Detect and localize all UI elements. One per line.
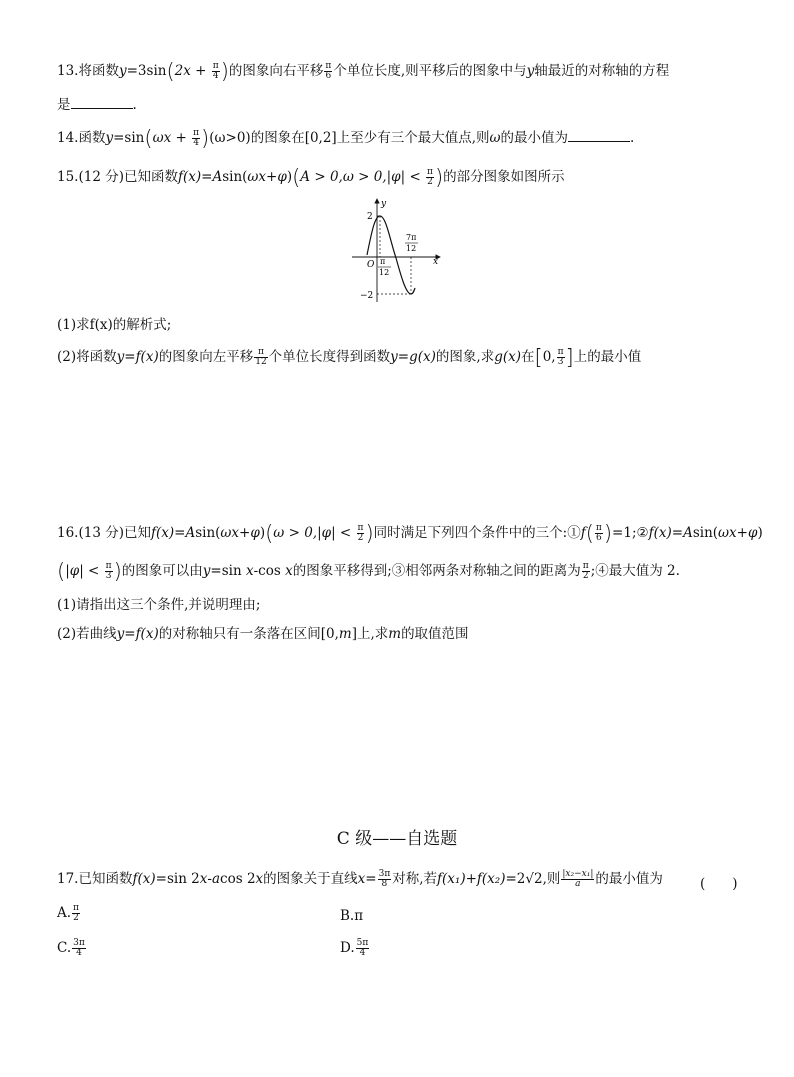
q13-text: 13.将函数 [57,63,119,79]
right-paren: ) [434,165,444,190]
frac-num: π [193,128,200,138]
q16-var: x [245,563,254,579]
q15-interval: 0, [542,349,556,365]
q16-var: m [338,626,352,642]
q14-text: 14.函数 [57,130,106,146]
q16-text: sin( [692,525,719,541]
q13-text: 的图象向右平移 [228,63,324,79]
q16-var: A [683,525,693,541]
frac-num: π [254,348,267,358]
q16-sub1-text: (1)请指出这三个条件,并说明理由; [57,597,261,613]
q17-var: x [255,871,264,887]
fraction-3pi-4 [72,939,86,958]
left-paren: ( [57,559,66,584]
frac-den: 4 [76,948,82,958]
choice-b[interactable] [340,908,363,924]
q15-line [57,165,565,190]
q14-expr: ωx + [152,130,192,146]
choice-label: D. [340,940,355,956]
frac-num: π [557,347,564,357]
q15-var: g(x) [494,349,521,365]
q13-text: 是 [57,97,71,113]
frac-den: 2 [357,533,364,543]
q16-text: 的取值范围 [401,626,469,642]
frac-num: 5π [356,938,369,948]
frac-den: 6 [596,533,602,543]
fraction-pi-3 [105,562,113,581]
q15-var: y=g(x) [390,349,436,365]
q17-var: x [357,871,366,887]
q16-text: ]上,求 [351,626,389,642]
q14-text: (ω>0)的图象在[0,2]上至少有三个最大值点,则 [209,130,490,146]
q15-var: A [212,169,223,185]
fraction-pi-2 [72,904,80,923]
q15-text: (2)将函数 [57,349,117,365]
frac-den: 6 [325,71,332,81]
frac-num: π [582,561,589,571]
right-paren: ) [113,559,122,584]
frac-den: 4 [359,948,366,958]
q14-text: 的最小值为 [500,130,569,146]
q15-sub1-text: (1)求f(x)的解析式; [57,317,172,333]
fraction-pi-4 [192,129,200,148]
frac-den: 4 [193,138,199,148]
fraction-pi-2 [582,562,590,581]
q15-text: ) [286,169,293,185]
frac-den: 12 [255,357,267,367]
q16-line2 [57,559,680,584]
q16-var: y=f(x) [116,626,159,642]
q17-var: a [211,871,221,887]
fraction-pi-4 [212,62,220,81]
frac-den: 2 [582,571,589,581]
q16-var: y [202,563,211,579]
sine-curve [367,216,415,294]
q17-text: =2√2,则 [505,871,561,887]
left-paren: ( [585,521,594,546]
q16-var: f(x) [150,525,175,541]
frac-den: 3 [105,571,112,581]
q14-line [57,126,635,151]
q15-text: 的图象,求 [435,349,495,365]
q17-text: 的最小值为 [595,871,663,887]
frac-num: π [73,903,79,913]
fraction-5pi-4 [356,939,370,958]
choice-d[interactable] [340,939,370,958]
q16-text: ;④最大值为 2. [590,563,680,579]
q16-var: m [388,626,402,642]
right-paren: ) [201,126,210,151]
fraction-pi-3 [557,348,565,367]
answer-blank [71,96,133,109]
ymax-label: 2 [367,212,373,222]
q15-var: y=f(x) [116,349,159,365]
fraction-pi-6 [324,62,332,81]
fraction-pi-2 [357,524,365,543]
q16-sub2 [57,625,469,643]
tick2-den: 12 [406,244,417,253]
q15-sub2 [57,345,642,370]
y-axis-label: y [381,199,387,209]
frac-den: 4 [212,71,219,81]
q16-text: 同时满足下列四个条件中的三个:① [373,525,581,541]
frac-num: π [105,561,112,571]
q13-expr: 2x + [174,63,211,79]
q16-var: f [580,525,586,541]
q16-var: f(x) [648,525,672,541]
q15-text: = [201,169,213,185]
q13-var-y: y [118,63,127,79]
frac-den: 3 [557,357,564,367]
q16-var: ωx+φ [220,525,260,541]
q16-var: ωx+φ [718,525,758,541]
q17-var: x [199,871,208,887]
answer-blank [568,129,630,142]
origin-label: O [367,260,375,270]
frac-den: 8 [381,879,388,889]
q17-text: 的图象关于直线 [263,871,358,887]
q17-text: =sin 2 [155,871,200,887]
tick1-num: π [380,257,386,266]
q15-text: 在 [521,349,535,365]
frac-num: π [357,523,364,533]
frac-num: 3π [378,869,391,879]
q17-text: = [365,871,377,887]
q13-var-y: y [526,63,535,79]
frac-num: π [212,61,219,71]
q16-text: 的图象平移得到;③相邻两条对称轴之间的距离为 [292,563,581,579]
choice-label: A. [57,905,72,921]
q17-text: cos 2 [220,871,256,887]
q16-text: = [671,525,684,541]
right-paren: ) [365,521,374,546]
q15-text: sin( [222,169,248,185]
q15-text: 15.(12 分)已知函数 [57,169,178,185]
left-bracket: [ [534,345,543,370]
right-bracket: ] [565,345,574,370]
q16-text: =sin [210,563,246,579]
left-paren: ( [144,126,153,151]
left-paren: ( [292,165,301,190]
frac-den: 2 [73,913,79,923]
q15-text: 个单位长度得到函数 [268,349,391,365]
q17-var: f(x) [132,871,156,887]
fraction-abs [561,870,594,889]
q16-text: 的图象可以由 [121,563,203,579]
q17-text: 17.已知函数 [57,871,133,887]
q16-text: sin( [195,525,221,541]
tick1-den: 12 [379,268,390,277]
ymin-label: −2 [360,291,374,301]
q14-var: y [105,130,114,146]
q15-cond: A > 0,ω > 0,|φ| < [300,169,426,185]
fraction-pi-6 [595,524,603,543]
q15-sub1 [57,316,171,334]
q16-var: A [185,525,196,541]
q16-cond: |φ| < [65,563,104,579]
q14-text: =sin [113,130,145,146]
q16-text: -cos [253,563,286,579]
q15-var: f(x) [177,169,202,185]
frac-den: 2 [427,177,433,187]
q13-line1 [57,59,670,84]
q17-text: 对称,若 [392,871,438,887]
section-title: C 级——自选题 [336,829,458,849]
q16-text: = [174,525,186,541]
q16-text: ) [259,525,266,541]
q16-text: =1;② [612,525,649,541]
q14-text: . [630,130,635,146]
q13-line2 [57,96,137,114]
q16-sub1 [57,596,260,614]
choice-c[interactable] [57,939,87,958]
q16-text: (2)若曲线 [57,626,117,642]
q16-line1 [57,521,763,546]
q16-cond: ω > 0,|φ| < [273,525,356,541]
q16-text: ) [757,525,763,541]
choice-label: C. [57,940,72,956]
q15-text: 的部分图象如图所示 [443,169,565,185]
choice-a[interactable] [57,904,81,923]
x-axis-label: x [433,257,439,267]
choice-label: B.π [340,908,364,924]
left-paren: ( [166,59,175,84]
fraction-3pi-8 [378,870,392,889]
frac-num: π [325,61,332,71]
q17-text: - [207,871,212,887]
q14-var: ω [489,130,501,146]
frac-num: |x₂−x₁| [562,869,594,879]
sine-graph [350,196,445,306]
q16-var: x [285,563,293,579]
q13-text: 个单位长度,则平移后的图象中与 [333,63,527,79]
q13-text: . [132,97,137,113]
right-paren: ) [220,59,229,84]
frac-num: 3π [73,938,85,948]
frac-num: π [427,167,433,177]
frac-den: a [575,879,581,889]
right-paren: ) [603,521,613,546]
q17-var: f(x₁)+f(x₂) [437,871,506,887]
q13-text: 轴最近的对称轴的方程 [534,63,670,79]
fraction-pi-2 [426,168,434,187]
q16-text: 的对称轴只有一条落在区间[0, [158,626,339,642]
q15-var: ωx+φ [247,169,287,185]
q15-text: 上的最小值 [573,349,642,365]
left-paren: ( [265,521,274,546]
q17-line [57,870,663,889]
fraction-pi-12 [254,348,267,367]
frac-num: π [595,523,602,533]
answer-paren: ( ) [700,876,738,892]
q16-text: 16.(13 分)已知 [57,525,151,541]
q15-text: 的图象向左平移 [158,349,254,365]
q13-text: =3sin [126,63,167,79]
tick2-num: 7π [406,233,417,242]
